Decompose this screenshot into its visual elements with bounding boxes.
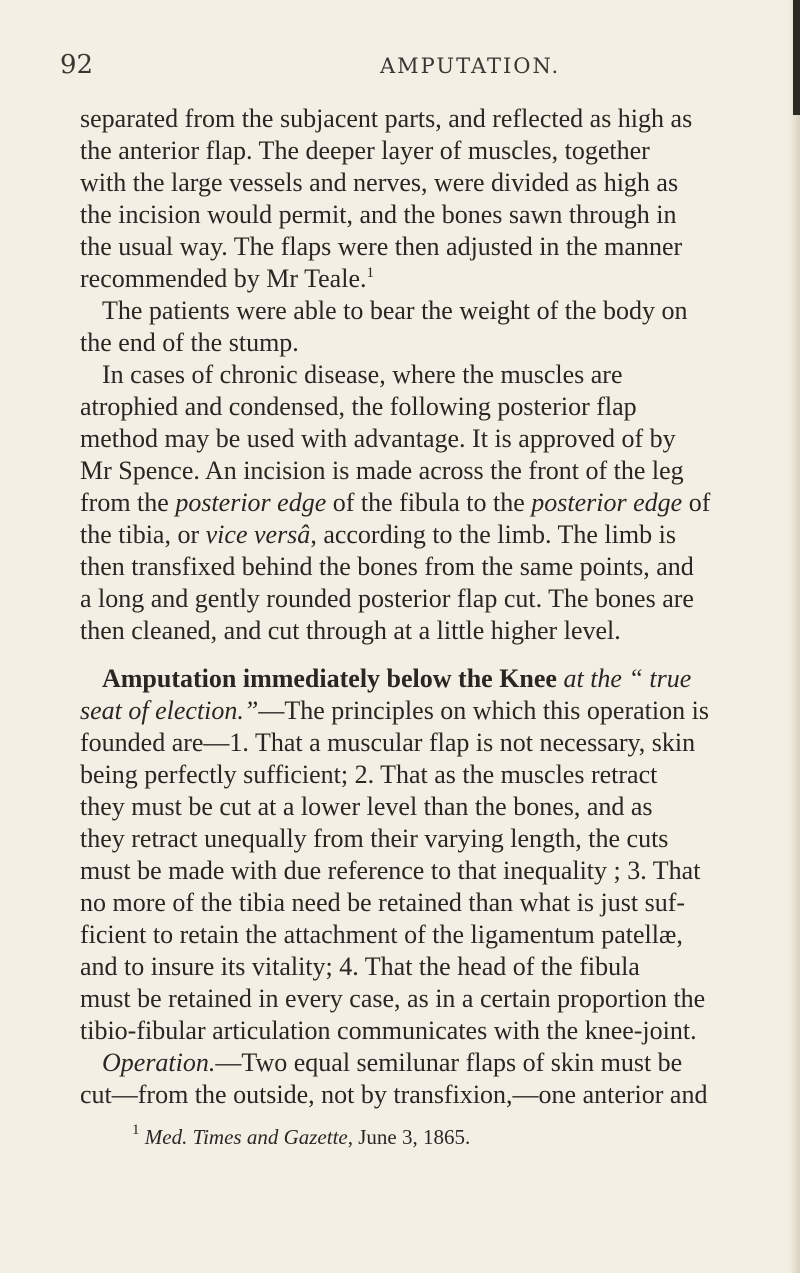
text-span: recommended by Mr Teale.	[80, 264, 367, 293]
text-line: method may be used with advantage. It is approved of by	[80, 424, 676, 453]
text-span: —The principles on which this operation is	[258, 696, 709, 725]
italic-phrase: vice versâ	[205, 520, 311, 549]
text-line: cut—from the outside, not by transfixion,—one anterior and	[80, 1080, 708, 1109]
text-line: atrophied and condensed, the following posterior flap	[80, 392, 637, 421]
text-span: the tibia, or	[80, 520, 206, 549]
italic-phrase: “ true	[628, 664, 692, 693]
page-edge-mark	[793, 0, 800, 115]
text-line: the anterior flap. The deeper layer of muscles, together	[80, 136, 650, 165]
text-line	[80, 1047, 770, 1079]
text-line: and to insure its vitality; 4. That the head of the fibula	[80, 952, 640, 981]
italic-phrase: seat of election.”	[80, 696, 259, 725]
body-text	[80, 103, 770, 1151]
text-line: founded are—1. That a muscular flap is not necessary, skin	[80, 728, 696, 757]
text-line: with the large vessels and nerves, were divided as high as	[80, 168, 679, 197]
italic-phrase: Operation.	[102, 1048, 216, 1077]
text-span: , according to the limb. The limb is	[310, 520, 676, 549]
text-line: tibio-fibular articulation communicates with the knee-joint.	[80, 1016, 697, 1045]
text-line: being perfectly sufficient; 2. That as the muscles retract	[80, 760, 658, 789]
text-line: then transfixed behind the bones from the same points, and	[80, 552, 694, 581]
footnote-ref: 1	[366, 265, 374, 281]
text-span: from the	[80, 488, 176, 517]
text-line	[80, 695, 770, 727]
text-line: they must be cut at a lower level than the bones, and as	[80, 792, 653, 821]
section-heading: Amputation immediately below the Knee	[102, 664, 557, 693]
text-span: —Two equal semilunar flaps of skin must be	[215, 1048, 683, 1077]
section-heading-line	[80, 663, 770, 695]
footnote-date: , June 3, 1865.	[347, 1125, 471, 1149]
text-line	[80, 263, 770, 295]
footnote	[80, 1123, 770, 1151]
text-line	[80, 519, 770, 551]
text-span: of the fibula to the	[326, 488, 532, 517]
text-line: In cases of chronic disease, where the muscles are	[102, 360, 623, 389]
text-line: then cleaned, and cut through at a little higher level.	[80, 616, 621, 645]
text-line	[80, 487, 770, 519]
page-number: 92	[60, 50, 94, 80]
text-line: Mr Spence. An incision is made across the front of the leg	[80, 456, 684, 485]
footnote-source: Med. Times and Gazette	[144, 1125, 348, 1149]
text-line: separated from the subjacent parts, and reflected as high as	[80, 104, 693, 133]
running-head: AMPUTATION.	[380, 54, 561, 78]
footnote-marker: 1	[132, 1122, 140, 1138]
text-line: must be made with due reference to that inequality ; 3. That	[80, 856, 701, 885]
page-edge	[788, 0, 800, 1273]
text-span: of	[682, 488, 711, 517]
text-line: the end of the stump.	[80, 328, 299, 357]
text-line: the usual way. The flaps were then adjusted in the manner	[80, 232, 683, 261]
italic-phrase: posterior edge	[175, 488, 327, 517]
text-line: they retract unequally from their varying length, the cuts	[80, 824, 669, 853]
text-line: The patients were able to bear the weight of the body on	[102, 296, 688, 325]
italic-phrase: at the	[556, 664, 629, 693]
text-line: no more of the tibia need be retained than what is just suf-	[80, 888, 686, 917]
italic-phrase: posterior edge	[531, 488, 683, 517]
text-line: a long and gently rounded posterior flap cut. The bones are	[80, 584, 694, 613]
text-line: must be retained in every case, as in a certain proportion the	[80, 984, 706, 1013]
text-line: the incision would permit, and the bones sawn through in	[80, 200, 677, 229]
text-line: ficient to retain the attachment of the ligamentum patellæ,	[80, 920, 683, 949]
page-header	[60, 50, 760, 90]
